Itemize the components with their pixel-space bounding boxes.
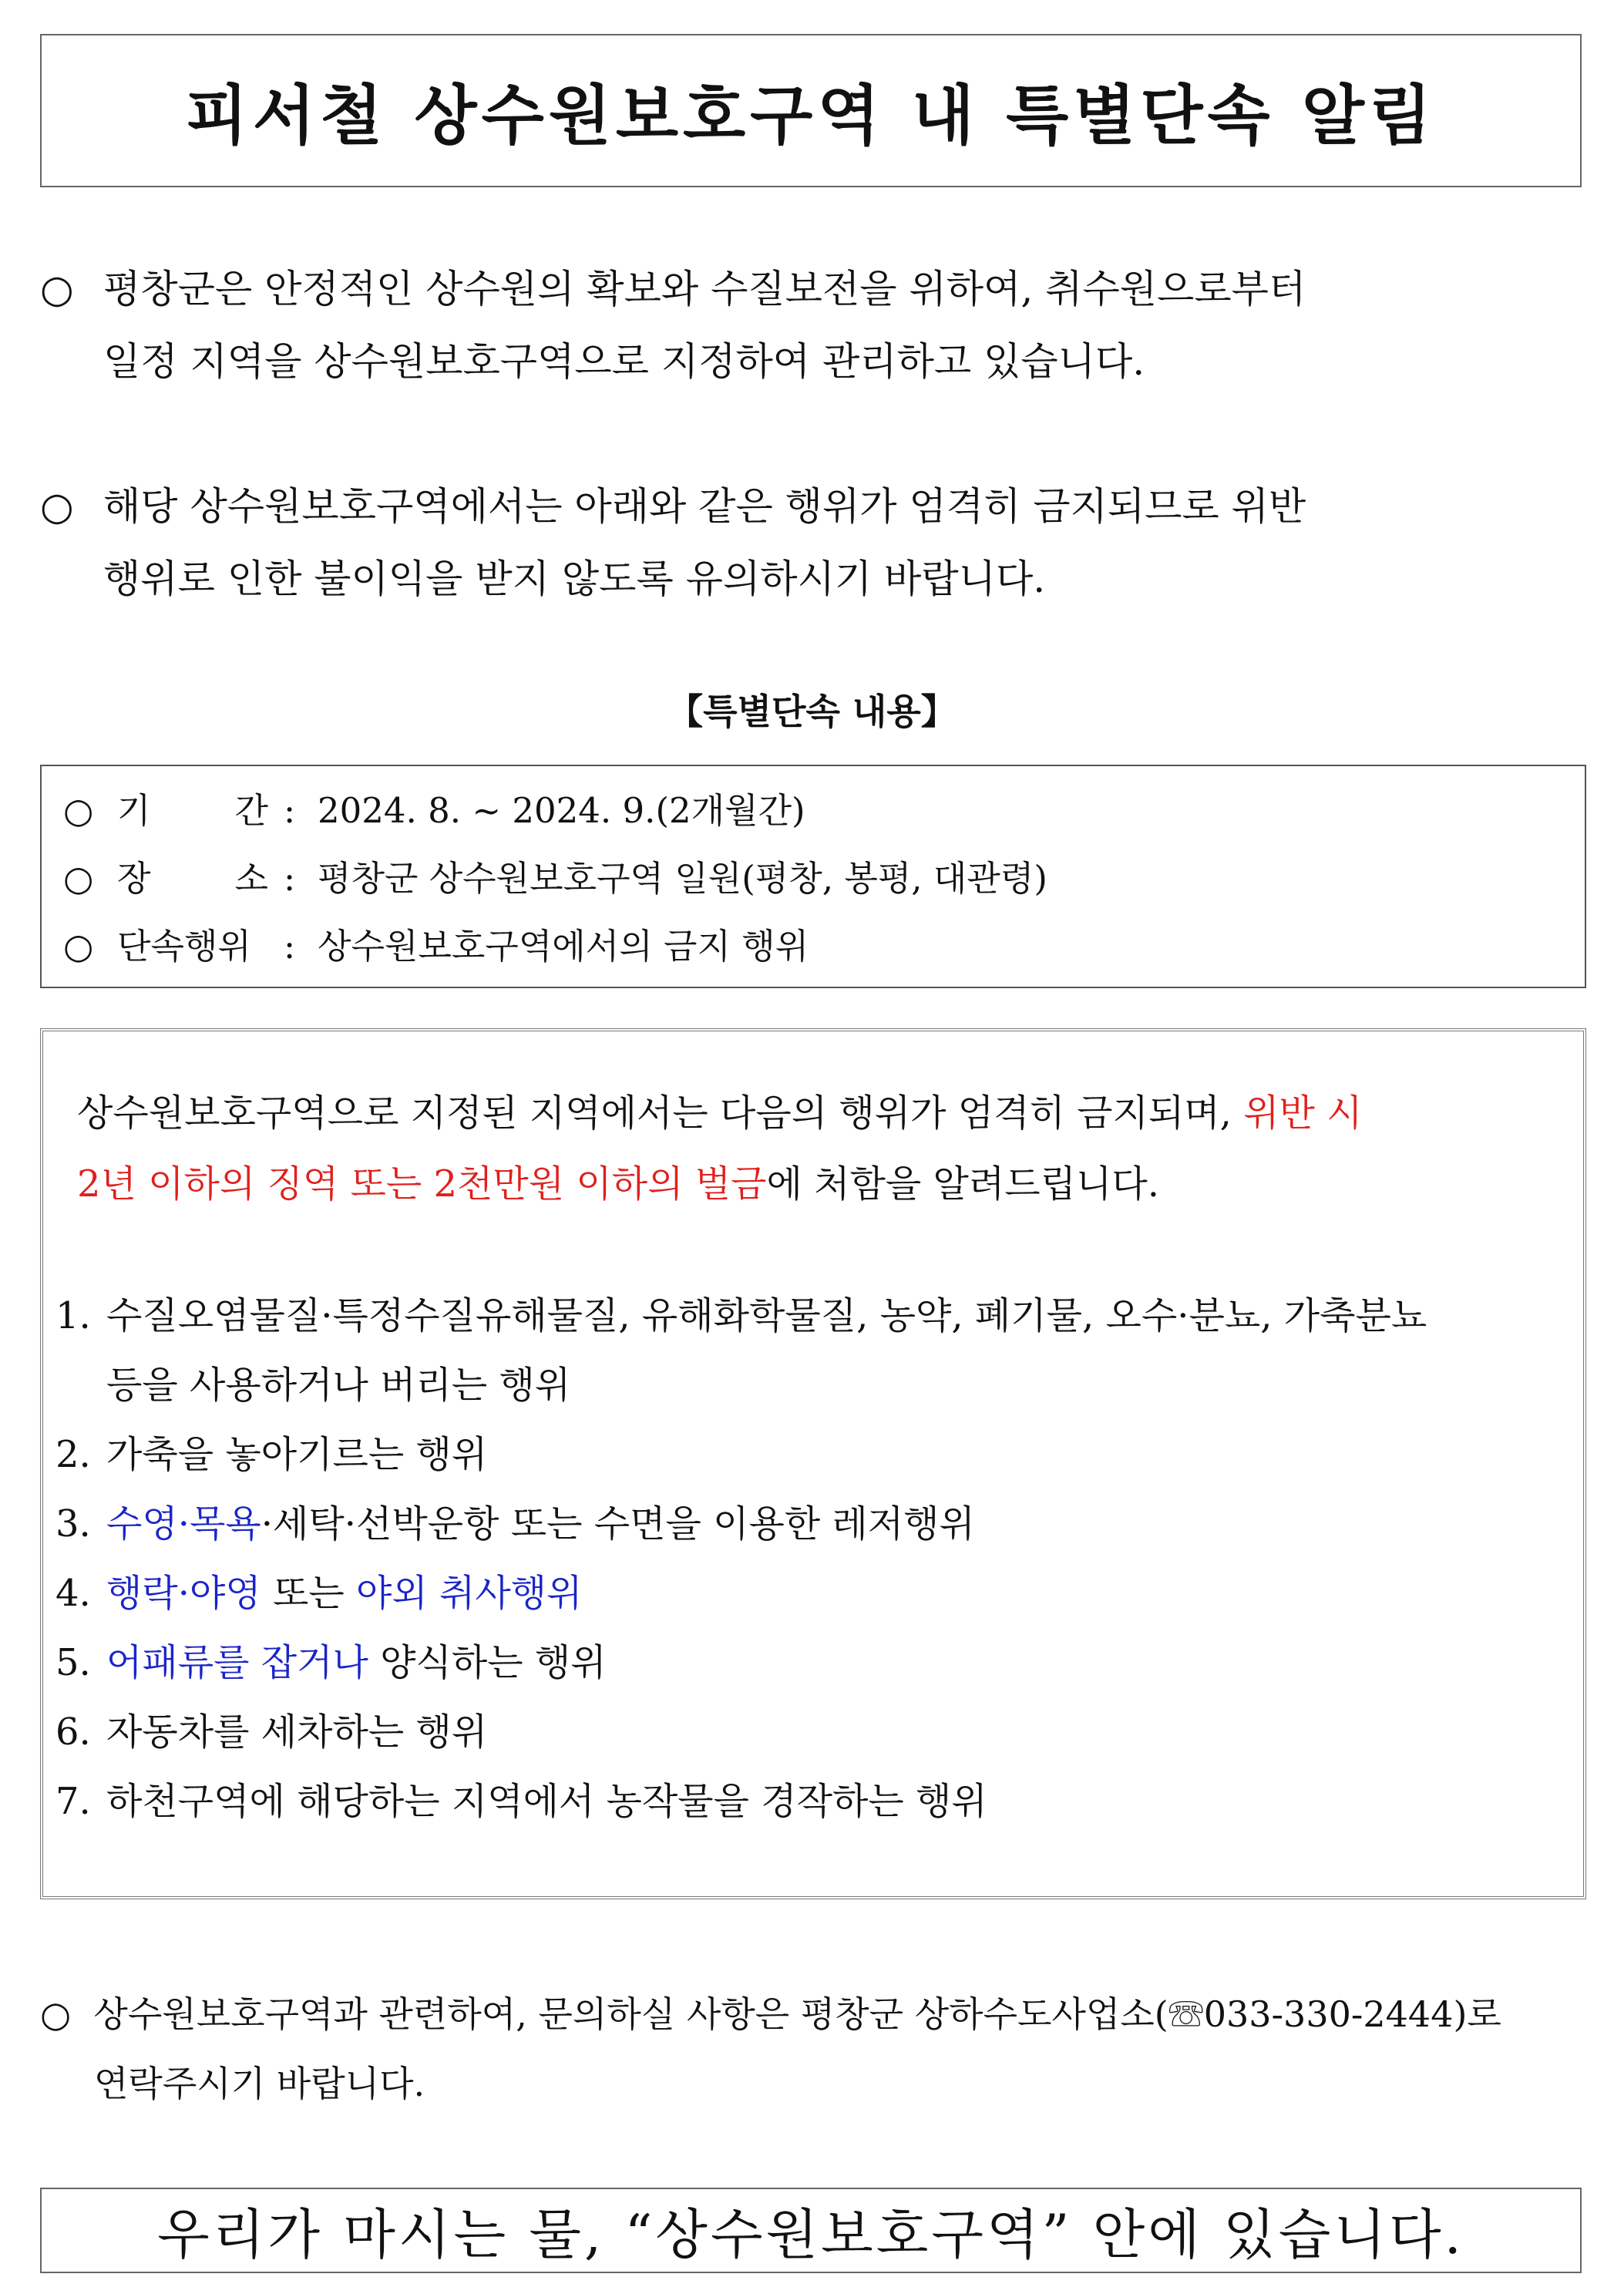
- prohibition-intro: [77, 1078, 1557, 1219]
- info-label-part: 장: [117, 858, 151, 899]
- item-line: 등을 사용하거나 버리는 행위: [106, 1364, 571, 1407]
- enforcement-info-box: [40, 765, 1586, 988]
- paragraph-line: 행위로 인한 불이익을 받지 않도록 유의하시기 바랍니다.: [103, 557, 1046, 601]
- paragraph-line: 해당 상수원보호구역에서는 아래와 같은 행위가 엄격히 금지되므로 위반: [103, 484, 1306, 529]
- info-value: 평창군 상수원보호구역 일원(평창, 봉평, 대관령): [318, 858, 1047, 899]
- item-line: [106, 1281, 1427, 1350]
- item-segment: ·세탁·선박운항 또는 수면을 이용한 레저행위: [261, 1502, 975, 1546]
- info-colon: :: [284, 790, 296, 831]
- bullet-circle: ○: [40, 1993, 72, 2035]
- title-box: [40, 34, 1582, 187]
- prohibited-act-item: [55, 1281, 1566, 1420]
- item-highlight: 수영·목욕: [106, 1502, 261, 1546]
- intro-text: 에 처함을 알려드립니다.: [766, 1162, 1159, 1206]
- prohibited-act-item: [55, 1697, 1566, 1767]
- info-label: [117, 913, 284, 980]
- item-number: 6.: [55, 1710, 91, 1754]
- info-value: 2024. 8. ~ 2024. 9.(2개월간): [318, 790, 805, 831]
- info-row-period: [63, 777, 1585, 845]
- prohibited-act-item: [55, 1628, 1566, 1697]
- contact-line: [40, 1980, 1589, 2049]
- prohibited-act-item: [55, 1559, 1566, 1628]
- item-segment: 자동차를 세차하는 행위: [106, 1710, 488, 1754]
- bullet-circle: ○: [63, 858, 94, 899]
- info-label: [117, 845, 284, 913]
- slogan: 우리가 마시는 물, “상수원보호구역” 안에 있습니다.: [157, 2203, 1464, 2266]
- paragraph-line: 일정 지역을 상수원보호구역으로 지정하여 관리하고 있습니다.: [103, 339, 1145, 384]
- contact-notice: [40, 1980, 1589, 2118]
- item-line: [106, 1559, 582, 1628]
- item-segment: 가축을 놓아기르는 행위: [106, 1433, 488, 1476]
- page-title: 피서철 상수원보호구역 내 특별단속 알림: [185, 77, 1437, 153]
- item-line: [106, 1628, 607, 1697]
- item-segment: 수질오염물질·특정수질유해물질, 유해화학물질, 농약, 폐기물, 오수·분뇨, 가축분뇨: [106, 1294, 1427, 1337]
- item-highlight: 야외 취사행위: [356, 1572, 583, 1615]
- bullet-circle: ○: [63, 790, 94, 831]
- bullet-circle: ○: [40, 267, 74, 311]
- item-text: [106, 1489, 975, 1559]
- prohibited-act-item: [55, 1489, 1566, 1559]
- item-text: [106, 1281, 1427, 1420]
- info-label: [117, 777, 284, 845]
- info-value: 상수원보호구역에서의 금지 행위: [318, 926, 809, 967]
- info-label-part: 소: [234, 858, 268, 899]
- item-segment: 양식하는 행위: [368, 1641, 607, 1684]
- item-text: [106, 1559, 582, 1628]
- slogan-box: [40, 2188, 1582, 2273]
- info-label-part: 간: [234, 790, 268, 831]
- paragraph-line: 평창군은 안정적인 상수원의 확보와 수질보전을 위하여, 취수원으로부터: [103, 267, 1306, 311]
- item-segment: 하천구역에 해당하는 지역에서 농작물을 경작하는 행위: [106, 1780, 987, 1823]
- item-segment: 또는: [261, 1572, 356, 1615]
- contact-line: 연락주시기 바랍니다.: [94, 2063, 425, 2104]
- section-heading: 【특별단속 내용】: [667, 691, 957, 732]
- intro-text: 상수원보호구역으로 지정된 지역에서는 다음의 행위가 엄격히 금지되며,: [77, 1092, 1244, 1135]
- prohibited-act-item: [55, 1420, 1566, 1489]
- item-text: [106, 1767, 987, 1836]
- item-line: [106, 1767, 987, 1836]
- item-line: [106, 1420, 487, 1489]
- info-row-place: [63, 845, 1585, 913]
- item-line: [106, 1697, 487, 1767]
- info-colon: :: [284, 926, 296, 967]
- info-colon: :: [284, 858, 296, 899]
- contact-text: 상수원보호구역과 관련하여, 문의하실 사항은 평창군 상하수도사업소(☏033-330-2444)로: [93, 1993, 1501, 2035]
- item-text: [106, 1697, 487, 1767]
- intro-warning: 위반 시: [1243, 1092, 1363, 1135]
- item-text: [106, 1420, 487, 1489]
- item-text: [106, 1628, 607, 1697]
- item-number: 4.: [55, 1572, 91, 1615]
- notice-paragraph-2: [40, 470, 1589, 615]
- item-line: [106, 1489, 975, 1559]
- item-highlight: 어패류를 잡거나: [106, 1641, 368, 1684]
- bullet-circle: ○: [63, 926, 94, 967]
- notice-paragraph-1: [40, 253, 1589, 398]
- item-number: 2.: [55, 1433, 91, 1476]
- info-label-part: 단속행위: [117, 926, 251, 967]
- item-number: 3.: [55, 1502, 91, 1546]
- bullet-circle: ○: [40, 484, 74, 529]
- item-number: 7.: [55, 1780, 91, 1823]
- info-row-activity: [63, 913, 1585, 980]
- prohibited-acts-list: [55, 1281, 1566, 1836]
- intro-penalty: 2년 이하의 징역 또는 2천만원 이하의 벌금: [77, 1162, 767, 1206]
- prohibited-act-item: [55, 1767, 1566, 1836]
- item-number: 5.: [55, 1641, 91, 1684]
- info-label-part: 기: [117, 790, 151, 831]
- item-number: 1.: [55, 1294, 91, 1337]
- item-highlight: 행락·야영: [106, 1572, 261, 1615]
